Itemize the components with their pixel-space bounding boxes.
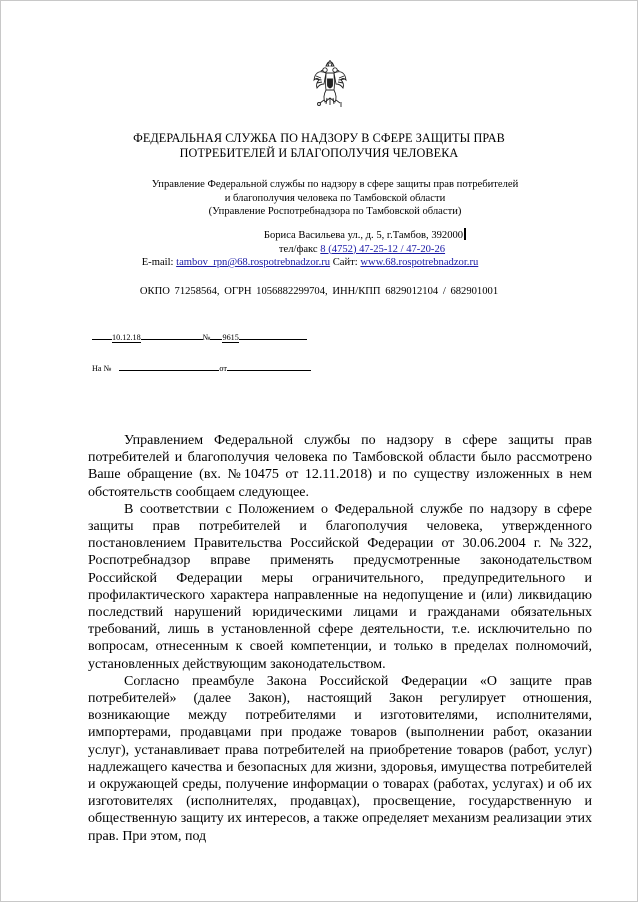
phone-link[interactable]: 8 (4752) 47-25-12 / 47-20-26 xyxy=(320,243,446,255)
address: Бориса Васильева ул., д. 5, г.Тамбов, 392000 xyxy=(263,230,464,241)
coat-of-arms-icon xyxy=(312,60,348,110)
organization-title xyxy=(0,131,638,161)
paragraph-1: Управлением Федеральной службы по надзору в сфере защиты прав потребителей и благополучия человека по Тамбовской области было рассмотрено Ваше обращение (вх. №10475 от 12.11.2018) и по существу изложенных в нем обстоятельств сообщаем следующее. xyxy=(88,433,592,500)
paragraph-3: Согласно преамбуле Закона Российской Федерации «О защите прав потребителей» (далее Закон), настоящий Закон регулирует отношения, возникающие между потребителями и изготовителями, исполнителями, импортерами, продавцами при продаже товаров (выполнении работ, оказании услуг), устанавливает права потребителей на приобретение товаров (работ, услуг) надлежащего качества и безопасных для жизни, здоровья, имущества потребителей и окружающей среды, получение информации о товарах (работах, услугах) и об их изготовителях (исполнителях, продавцах), просвещение, государственную и общественную защиту их интересов, а также определяет механизм реализации этих прав. При этом, под xyxy=(88,673,592,844)
department-name xyxy=(150,178,520,219)
from-label: от xyxy=(219,364,227,373)
outgoing-reference xyxy=(92,330,307,343)
in-reply-label: На № xyxy=(92,364,112,373)
text-cursor xyxy=(464,228,466,240)
dept-line2: и благополучия человека по Тамбовской области xyxy=(224,192,446,204)
org-title-line1: ФЕДЕРАЛЬНАЯ СЛУЖБА ПО НАДЗОРУ В СФЕРЕ ЗАЩИТЫ ПРАВ xyxy=(133,131,505,145)
phone-label: тел/факс xyxy=(278,243,318,255)
email-link[interactable]: tambov_rpn@68.rospotrebnadzor.ru xyxy=(176,257,331,268)
number-label: № xyxy=(202,333,211,342)
dept-line1: Управление Федеральной службы по надзору в сфере защиты прав потребителей xyxy=(151,179,519,190)
dept-line3: (Управление Роспотребнадзора по Тамбовской области) xyxy=(208,206,462,217)
paragraph-2: В соответствии с Положением о Федеральной службе по надзору в сфере защиты прав потребителей и благополучия человека, утвержденного постановлением Правительства Российской Федерации от 30.06.2004 г. №322, Роспотребнадзор вправе применять предусмотренные законодательством Российской Федерации меры ограничительного, предупредительного и профилактического характера направленные на недопущение и (или) ликвидацию последствий нарушений юридическими лицами и гражданами обязательных требований, лишь в установленной сфере деятельности, т.е. исключительно по вопросам, отнесенным к своей компетенции, и только в пределах полномочий, установленных действующим законодательством. xyxy=(88,501,592,672)
letter-body xyxy=(88,432,592,845)
org-title-line2: ПОТРЕБИТЕЛЕЙ И БЛАГОПОЛУЧИЯ ЧЕЛОВЕКА xyxy=(179,146,459,160)
letter-date: 10.12.18 xyxy=(112,333,141,342)
site-link[interactable]: www.68.rospotrebnadzor.ru xyxy=(360,257,479,268)
site-label: Сайт: xyxy=(332,257,358,268)
registration-ids: ОКПО 71258564, ОГРН 1056882299704, ИНН/КПП 6829012104 / 682901001 xyxy=(139,286,499,297)
letter-number: 9615 xyxy=(222,333,239,342)
contact-block xyxy=(40,228,580,270)
email-label: E-mail: xyxy=(141,257,174,268)
incoming-reference xyxy=(92,361,311,374)
